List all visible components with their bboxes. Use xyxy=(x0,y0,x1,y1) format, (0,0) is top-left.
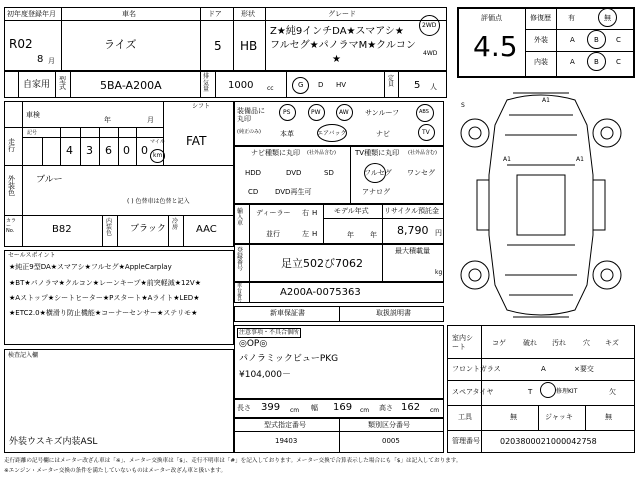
height-cm: cm xyxy=(430,407,440,414)
repair-label: 修復歴 xyxy=(530,14,551,22)
inspector-text: 外装ウスキズ内装ASL xyxy=(9,437,98,447)
sales-line-3: ★Aストップ★シートヒーター★Pスタート★Aライト★LED★ xyxy=(9,294,200,302)
color-note: ( ) 色替車は色替と記入 xyxy=(127,198,190,205)
height-label: 高さ xyxy=(379,404,393,412)
tv-note: (社外品含む) xyxy=(408,150,437,156)
notes-line1: ◎OP◎ xyxy=(239,339,268,349)
interior-label: 内装 xyxy=(534,58,548,66)
spare-none: 欠 xyxy=(609,388,616,396)
recycle-yen: 円 xyxy=(435,229,442,237)
type-spec-label: 型式指定番号 xyxy=(264,421,306,429)
shift-label: シフト xyxy=(192,103,211,110)
mileage-label: 走行 xyxy=(8,138,15,153)
class-label: 類別区分番号 xyxy=(368,421,410,429)
reg-month: 8 xyxy=(37,54,44,65)
windshield-a: A xyxy=(541,365,546,373)
footer-line2: ※エンジン・メーター交換の条件を満たしていないものはメーター改ざん車と扱います。 xyxy=(4,468,227,474)
grade-label: グレード xyxy=(328,10,356,18)
equipment-note: (純正のみ) xyxy=(237,129,261,135)
windshield-x: ×要交 xyxy=(574,365,594,373)
mileage-note: 記号 xyxy=(27,130,38,136)
spare-t: T xyxy=(528,388,533,396)
shape-label: 形状 xyxy=(241,10,255,18)
inspection-label: 車検 xyxy=(26,111,40,119)
navi-note: (社外品含む) xyxy=(307,150,336,156)
navi-title: ナビ種類に丸印 xyxy=(251,149,300,157)
score-value: 4.5 xyxy=(473,30,518,63)
class-value: 0005 xyxy=(382,437,400,445)
equip-leather: 本革 xyxy=(280,130,294,138)
reg-no: 足立502び7062 xyxy=(281,257,363,270)
capacity-label: 定員 xyxy=(388,75,395,88)
model-name: ライズ xyxy=(104,38,137,51)
model-code: 5BA-A200A xyxy=(100,79,162,92)
import-left-h: H xyxy=(312,230,318,238)
drive-2wd: 2WD xyxy=(422,22,437,29)
interior-a: A xyxy=(570,58,575,66)
color-label: 外装色 xyxy=(8,175,15,197)
color-code: B82 xyxy=(52,224,72,235)
import-right-h: H xyxy=(312,209,318,217)
spare-kit: 修理KIT xyxy=(556,388,578,395)
tv-fullseg: フルセグ xyxy=(364,169,392,177)
import-dealer: ディーラー xyxy=(256,209,291,217)
import-right: 右 xyxy=(302,209,309,217)
interior-color-label: 内装色 xyxy=(106,218,113,237)
mileage-digit-1: 4 xyxy=(66,144,73,157)
private-label: 自家用 xyxy=(23,80,51,90)
model-year-sep1: 年 xyxy=(347,231,354,239)
equipment-label: 装備品に丸印 xyxy=(237,107,265,123)
import-left: 左 xyxy=(302,230,309,238)
sales-points-label: セールスポイント xyxy=(8,252,56,259)
shape-value: HB xyxy=(240,39,258,53)
manual-label: 取扱説明書 xyxy=(376,309,411,317)
jack-label: ジャッキ xyxy=(545,413,573,421)
tools-label: 工具 xyxy=(458,413,472,421)
ac-label: 冷房 xyxy=(172,218,179,231)
fuel-d: D xyxy=(318,81,324,89)
sales-line-1: ★純正9型DA★スマアシ★フルセグ★AppleCarplay xyxy=(9,263,172,271)
exterior-label: 外装 xyxy=(534,36,548,44)
width-label: 幅 xyxy=(311,404,318,412)
reg-year: R02 xyxy=(9,37,33,51)
capacity-unit: 人 xyxy=(430,83,437,91)
interior-c: C xyxy=(616,58,621,66)
height-value: 162 xyxy=(401,402,421,413)
type-label: 型式 xyxy=(59,76,66,91)
diagram-a1-left: A1 xyxy=(503,156,511,163)
seat-ana: 穴 xyxy=(583,339,590,347)
recycle-label: リサイクル預託金 xyxy=(384,207,440,215)
windshield-label: フロントガラス xyxy=(452,365,501,373)
chassis-no: A200A-0075363 xyxy=(280,287,361,298)
chassis-label: 車台番号 xyxy=(237,283,243,304)
model-name-label: 車名 xyxy=(122,10,136,18)
header-box xyxy=(4,7,447,71)
interior-color: ブラック xyxy=(130,224,166,234)
navi-cd: CD xyxy=(248,188,259,196)
inspection-month-label: 月 xyxy=(147,116,154,124)
displacement: 1000 xyxy=(228,80,254,91)
fuel-hv: HV xyxy=(336,81,347,89)
inspector-label: 検査記入欄 xyxy=(8,352,39,359)
mileage-digit-4: 0 xyxy=(123,144,130,157)
width-value: 169 xyxy=(333,402,353,413)
equip-abs: ABS xyxy=(419,109,429,115)
exterior-b: B xyxy=(594,36,599,44)
grade-line3: ★ xyxy=(332,54,341,65)
repair-no: 無 xyxy=(604,14,611,22)
seat-yogore: 汚れ xyxy=(552,339,566,347)
model-year-sep2: 年 xyxy=(370,231,377,239)
sales-line-4: ★ETC2.0★横滑り防止機能★コーナーセンサー★ステリモ★ xyxy=(9,309,198,317)
length-value: 399 xyxy=(261,402,281,413)
navi-hdd: HDD xyxy=(245,169,262,177)
diagram-a1-top: A1 xyxy=(542,97,550,104)
ac-value: AAC xyxy=(196,224,217,235)
interior-b: B xyxy=(594,58,599,66)
equip-aw: AW xyxy=(339,109,349,116)
mile-unit: マイル xyxy=(150,139,165,145)
navi-dvd: DVD xyxy=(286,169,302,177)
km-unit: km xyxy=(153,152,163,159)
navi-dvd-play: DVD再生可 xyxy=(275,188,312,196)
mgmt-label: 管理番号 xyxy=(452,437,480,445)
tv-oneseg: ワンセグ xyxy=(407,169,435,177)
notes-label: 注意事項・不具合個所 xyxy=(239,329,300,336)
notes-line2: パノラミックビューPKG xyxy=(239,354,339,364)
mileage-digit-5: 0 xyxy=(141,144,148,157)
length-cm: cm xyxy=(290,407,300,414)
length-label: 長さ xyxy=(237,404,251,412)
grade-line2: フルセグ★パノラマM★クルコン xyxy=(270,40,416,51)
interior-seat-label: 室内シート xyxy=(452,334,473,352)
exterior-a: A xyxy=(570,36,575,44)
doors-label: ドア xyxy=(208,10,222,18)
max-load-kg: kg xyxy=(435,269,443,276)
exterior-c: C xyxy=(616,36,621,44)
equip-pw: PW xyxy=(311,109,321,116)
spare-kit-circle xyxy=(540,382,556,398)
max-load-label: 最大積載量 xyxy=(395,247,430,255)
jack-none: 無 xyxy=(605,413,612,421)
diagram-a1-right: A1 xyxy=(576,156,584,163)
warranty-label: 新車保証書 xyxy=(270,309,305,317)
equip-sunroof: サンルーフ xyxy=(365,109,400,117)
seat-kizu: キズ xyxy=(605,339,619,347)
import-label: 輸入車 xyxy=(237,208,244,227)
fuel-g: G xyxy=(298,81,304,89)
grade-line1: Z★純9インチDA★スマアシ★ xyxy=(270,26,404,37)
doors-value: 5 xyxy=(214,39,222,53)
model-year-label: モデル年式 xyxy=(334,207,369,215)
score-label: 評価点 xyxy=(481,14,502,22)
sales-line-2: ★BT★パノラマ★クルコン★レーンキープ★前突軽減★12V★ xyxy=(9,279,202,287)
tools-none: 無 xyxy=(510,413,517,421)
tv-analog: アナログ xyxy=(362,188,390,196)
diagram-s: S xyxy=(461,102,465,109)
mileage-digit-3: 6 xyxy=(105,144,112,157)
type-spec-value: 19403 xyxy=(275,437,298,445)
cc-unit: cc xyxy=(267,85,274,92)
mgmt-no: 0203800021000042758 xyxy=(500,437,597,446)
footer-line1: 走行距離の記号欄にはメーター改ざん車は「※」、メーター交換車は「$」、走行不明車は「#」を記入しております。メーター交換で合算表示した場合にも「$」は記入しております。 xyxy=(4,458,462,464)
notes-line3: ¥104,000－ xyxy=(239,370,291,380)
color-value: ブルー xyxy=(36,175,63,185)
drive-4wd: 4WD xyxy=(423,50,438,57)
seat-koge: コゲ xyxy=(492,339,506,347)
equip-tv: TV xyxy=(422,129,430,136)
inspection-year-label: 年 xyxy=(104,116,111,124)
shift-value: FAT xyxy=(186,134,207,148)
mileage-digit-2: 3 xyxy=(86,144,93,157)
seat-yabure: 破れ xyxy=(523,339,537,347)
reg-label: 登録番号 xyxy=(237,247,244,272)
width-cm: cm xyxy=(360,407,370,414)
import-parallel: 並行 xyxy=(266,230,280,238)
equip-ps: PS xyxy=(283,109,291,116)
displacement-label: 排気量 xyxy=(203,73,210,94)
tv-title: TV種類に丸印 xyxy=(355,149,400,157)
car-diagram xyxy=(447,85,635,322)
recycle-value: 8,790 xyxy=(397,224,429,237)
equip-navi: ナビ xyxy=(376,130,390,138)
color-code-label: カラー No. xyxy=(6,218,17,234)
equip-airbag: エアバッグ xyxy=(317,130,347,137)
first-reg-label: 初年度登録年月 xyxy=(7,10,56,18)
repair-yes: 有 xyxy=(568,14,575,22)
navi-sd: SD xyxy=(324,169,334,177)
month-unit: 月 xyxy=(48,57,55,65)
capacity: 5 xyxy=(414,80,421,91)
spare-label: スペアタイヤ xyxy=(452,388,494,396)
